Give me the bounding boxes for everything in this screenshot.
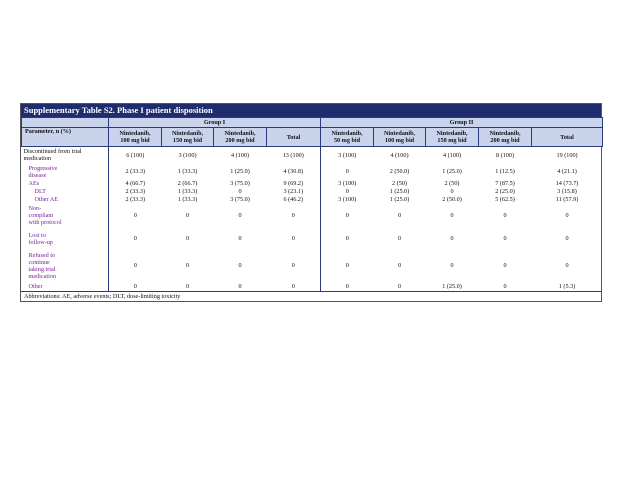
row-label-line: taking trial xyxy=(28,265,56,273)
table-cell: 0 xyxy=(185,235,190,242)
table-cell: 0 xyxy=(238,235,242,242)
table-row xyxy=(22,250,603,282)
column-header xyxy=(214,128,267,147)
table-cell: 2 (50.0) xyxy=(442,196,462,203)
table-cell: 0 xyxy=(321,228,374,250)
row-label-line: compliant xyxy=(28,212,54,219)
table-cell: 7 (87.5) xyxy=(495,180,515,187)
column-header-line: Nintedanib, xyxy=(171,130,204,137)
row-label-line: Lost to xyxy=(28,231,46,239)
column-header-line: 150 mg bid xyxy=(437,137,467,144)
column-header xyxy=(162,128,214,147)
table-body xyxy=(22,147,603,291)
table-cell: 0 xyxy=(291,282,295,290)
table-cell: 3 (100) xyxy=(321,196,374,204)
table-cell: 0 xyxy=(238,282,242,290)
row-label-line: AEs xyxy=(28,180,40,187)
row-label xyxy=(22,147,109,164)
table-cell: 0 xyxy=(109,250,162,282)
abbreviations-footer: Abbreviations: AE, adverse events; DLT, dose-limiting toxicity xyxy=(21,291,601,301)
table-cell: 0 xyxy=(238,212,242,219)
table-cell: 1 (25.0) xyxy=(230,168,250,175)
column-header-line: Nintedanib, xyxy=(383,130,416,137)
row-label-line: Non- xyxy=(28,205,42,212)
table-cell: 1 (25.0) xyxy=(442,282,462,290)
table-cell: 14 (73.7) xyxy=(555,180,579,187)
table-cell: 4 (66.7) xyxy=(109,180,162,188)
table-cell: 3 (100) xyxy=(321,147,374,164)
table-row xyxy=(22,196,603,204)
table-cell: 0 xyxy=(565,262,569,269)
table-cell: 0 xyxy=(238,188,242,195)
table-cell: 0 xyxy=(503,235,507,242)
column-header-line: Nintedanib, xyxy=(224,130,256,137)
table-cell: 0 xyxy=(503,262,507,269)
table-cell: 0 xyxy=(321,188,374,196)
table-cell: 3 (75.0) xyxy=(230,180,250,187)
row-label-line: Other xyxy=(28,282,43,290)
table-cell: 3 (15.8) xyxy=(557,188,577,195)
table-cell: 1 (12.5) xyxy=(495,168,515,175)
table-row xyxy=(22,282,603,291)
column-header-line: Nintedanib, xyxy=(489,130,521,137)
table-cell: 19 (100) xyxy=(532,147,603,164)
table-cell: 4 (100) xyxy=(214,147,267,164)
table-cell: 3 (100) xyxy=(162,147,214,164)
table-row xyxy=(22,228,603,250)
table-cell: 0 xyxy=(397,235,402,242)
column-header xyxy=(479,128,532,147)
column-header-line: Total xyxy=(560,133,574,141)
data-table xyxy=(21,117,603,291)
table-row xyxy=(22,204,603,228)
table-cell: 6 (100) xyxy=(109,147,162,164)
row-label-line: Progressive xyxy=(28,164,58,172)
disposition-table xyxy=(20,103,602,302)
row-label-line: disease xyxy=(28,171,47,179)
row-label-line: follow-up xyxy=(28,238,53,246)
group-header-row xyxy=(22,118,603,128)
table-cell: 2 (50) xyxy=(392,180,407,187)
table-cell: 0 xyxy=(397,282,402,290)
table-cell: 1 (25.0) xyxy=(389,188,410,195)
row-label xyxy=(22,228,109,250)
column-header-line: 100 mg bid xyxy=(120,137,150,144)
table-cell: 0 xyxy=(397,262,402,269)
table-cell: 2 (33.3) xyxy=(109,196,162,204)
column-header xyxy=(532,128,603,147)
table-cell: 1 (25.0) xyxy=(442,168,462,175)
table-cell: 0 xyxy=(565,212,569,219)
column-header-line: 200 mg bid xyxy=(225,137,255,144)
table-cell: 1 (25.0) xyxy=(389,196,410,203)
table-cell: 0 xyxy=(185,282,190,290)
row-label xyxy=(22,282,109,291)
row-label xyxy=(22,196,109,204)
column-header-line: 200 mg bid xyxy=(490,137,520,144)
table-cell: 0 xyxy=(321,204,374,228)
table-cell: 0 xyxy=(291,235,295,242)
column-header-line: 100 mg bid xyxy=(384,137,415,144)
column-header-line: Nintedanib, xyxy=(331,130,363,137)
table-cell: 2 (25.0) xyxy=(495,188,515,195)
row-label xyxy=(22,188,109,196)
table-cell: 0 xyxy=(109,228,162,250)
table-cell: 0 xyxy=(503,282,507,290)
table-cell: 0 xyxy=(291,212,295,219)
row-label xyxy=(22,204,109,228)
table-cell: 0 xyxy=(450,235,454,242)
group-i-header: Group I xyxy=(109,118,321,128)
parameter-header: Parameter, n (%) xyxy=(22,128,109,147)
group-ii-header: Group II xyxy=(321,118,603,128)
table-cell: 2 (50.0) xyxy=(389,168,410,175)
table-cell: 3 (75.0) xyxy=(230,196,250,203)
table-cell: 13 (100) xyxy=(267,147,321,164)
column-header-line: 50 mg bid xyxy=(333,137,361,144)
column-header-line: Nintedanib, xyxy=(119,130,151,137)
table-cell: 9 (69.2) xyxy=(283,180,304,187)
table-row xyxy=(22,180,603,188)
row-label xyxy=(22,180,109,188)
table-cell: 11 (57.9) xyxy=(555,196,579,203)
table-cell: 4 (100) xyxy=(374,147,426,164)
table-row xyxy=(22,188,603,196)
table-cell: 4 (100) xyxy=(426,147,479,164)
row-label-line: DLT xyxy=(34,188,46,195)
row-label-line: with protocol xyxy=(28,219,62,226)
table-cell: 2 (33.3) xyxy=(109,188,162,196)
table-cell: 5 (62.5) xyxy=(495,196,515,203)
table-cell: 1 (5.3) xyxy=(558,282,576,290)
table-cell: 2 (50) xyxy=(444,180,460,187)
table-row xyxy=(22,147,603,164)
column-header-line: 150 mg bid xyxy=(172,137,203,144)
table-cell: 2 (33.3) xyxy=(109,164,162,180)
column-header-line: Total xyxy=(286,133,301,141)
table-cell: 2 (66.7) xyxy=(177,180,198,187)
table-cell: 4 (30.8) xyxy=(283,168,304,175)
row-label xyxy=(22,250,109,282)
column-header-line: Nintedanib, xyxy=(436,130,468,137)
table-cell: 1 (33.3) xyxy=(177,196,198,203)
table-cell: 0 xyxy=(321,282,374,291)
column-header-row xyxy=(22,128,603,147)
row-label-line: continue xyxy=(28,258,50,266)
column-header xyxy=(426,128,479,147)
table-cell: 6 (46.2) xyxy=(283,196,304,203)
table-cell: 0 xyxy=(238,262,242,269)
table-cell: 4 (21.1) xyxy=(557,168,577,175)
table-cell: 0 xyxy=(321,250,374,282)
table-cell: 0 xyxy=(565,235,569,242)
table-cell: 8 (100) xyxy=(479,147,532,164)
column-header xyxy=(109,128,162,147)
table-cell: 0 xyxy=(109,282,162,291)
row-label-line: Refused to xyxy=(28,251,56,259)
table-cell: 0 xyxy=(503,212,507,219)
row-label-line: Other AE xyxy=(34,196,59,203)
table-cell: 0 xyxy=(397,212,402,219)
row-label-line: medication xyxy=(23,155,51,163)
row-label xyxy=(22,164,109,180)
table-cell: 0 xyxy=(450,262,454,269)
table-cell: 0 xyxy=(450,188,454,195)
table-cell: 0 xyxy=(450,212,454,219)
table-cell: 0 xyxy=(185,212,190,219)
row-label-line: medication xyxy=(28,272,56,280)
table-row xyxy=(22,164,603,180)
table-cell: 3 (23.1) xyxy=(283,188,304,195)
empty-corner xyxy=(22,118,109,128)
row-label-line: Discontinued from trial xyxy=(23,148,82,156)
table-cell: 1 (33.3) xyxy=(177,188,198,195)
column-header xyxy=(321,128,374,147)
table-caption: Supplementary Table S2. Phase I patient disposition xyxy=(21,104,601,117)
column-header xyxy=(374,128,426,147)
table-cell: 0 xyxy=(321,164,374,180)
table-cell: 1 (33.3) xyxy=(177,168,198,175)
table-cell: 0 xyxy=(185,262,190,269)
table-cell: 0 xyxy=(109,204,162,228)
table-cell: 3 (100) xyxy=(321,180,374,188)
table-cell: 0 xyxy=(291,262,295,269)
column-header xyxy=(267,128,321,147)
